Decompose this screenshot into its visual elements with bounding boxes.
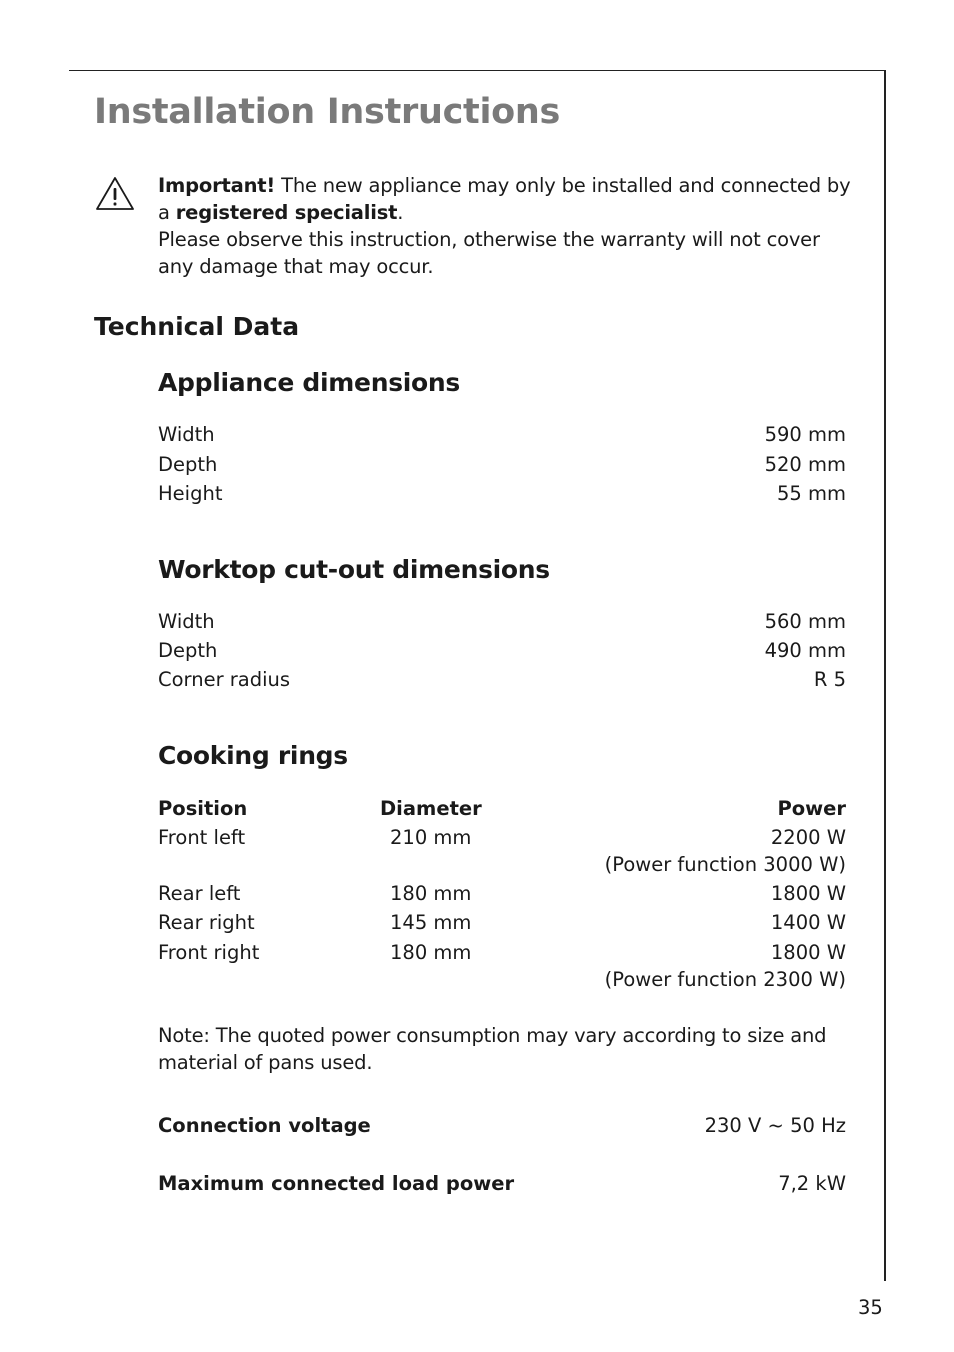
row-label: Height (158, 482, 223, 505)
table-row-extra (158, 966, 846, 994)
ring-diameter: 210 mm (390, 826, 472, 849)
technical-data-title: Technical Data (94, 312, 300, 341)
ring-power-function: (Power function 3000 W) (604, 853, 846, 876)
row-value: 520 mm (764, 453, 846, 476)
important-label: Important! (158, 174, 276, 197)
ring-position: Rear right (158, 911, 255, 934)
worktop-cutout-title: Worktop cut-out dimensions (158, 555, 550, 584)
connection-voltage-label: Connection voltage (158, 1114, 371, 1137)
ring-diameter: 180 mm (390, 941, 472, 964)
max-load-value: 7,2 kW (778, 1172, 846, 1195)
ring-power: 2200 W (770, 826, 846, 849)
header-diameter: Diameter (380, 797, 482, 820)
table-row (158, 909, 846, 937)
ring-diameter: 180 mm (390, 882, 472, 905)
row-value: R 5 (813, 668, 846, 691)
ring-diameter: 145 mm (390, 911, 472, 934)
row-value: 55 mm (776, 482, 846, 505)
right-rule (884, 70, 886, 1281)
table-row (158, 939, 846, 967)
top-rule (69, 70, 886, 71)
table-row-extra (158, 851, 846, 879)
power-note: Note: The quoted power consumption may vary according to size and material of pans used. (158, 1024, 827, 1074)
header-position: Position (158, 797, 248, 820)
row-label: Depth (158, 639, 218, 662)
ring-position: Front left (158, 826, 246, 849)
ring-position: Front right (158, 941, 260, 964)
connection-voltage-row (158, 1112, 846, 1140)
row-label: Depth (158, 453, 218, 476)
dimension-row (158, 666, 846, 694)
table-row (158, 880, 846, 908)
dimension-row (158, 637, 846, 665)
cooking-rings-title: Cooking rings (158, 741, 348, 770)
dimension-row (158, 451, 846, 479)
dimension-row (158, 480, 846, 508)
warranty-text: Please observe this instruction, otherwise the warranty will not cover any damage that may occur. (158, 228, 820, 278)
ring-power: 1800 W (770, 882, 846, 905)
ring-power: 1400 W (770, 911, 846, 934)
row-value: 590 mm (764, 423, 846, 446)
max-load-row (158, 1170, 846, 1198)
row-label: Corner radius (158, 668, 291, 691)
row-label: Width (158, 423, 215, 446)
warning-text (158, 172, 858, 280)
dimension-row (158, 421, 846, 449)
registered-specialist: registered specialist (175, 201, 398, 224)
appliance-dimensions-title: Appliance dimensions (158, 368, 460, 397)
row-label: Width (158, 610, 215, 633)
page-title: Installation Instructions (94, 92, 561, 132)
ring-power-function: (Power function 2300 W) (604, 968, 846, 991)
page-number: 35 (858, 1296, 883, 1319)
header-power: Power (777, 797, 846, 820)
warning-text-part: . (397, 201, 404, 224)
row-value: 490 mm (764, 639, 846, 662)
max-load-label: Maximum connected load power (158, 1172, 515, 1195)
table-row (158, 824, 846, 852)
ring-power: 1800 W (770, 941, 846, 964)
ring-position: Rear left (158, 882, 241, 905)
dimension-row (158, 608, 846, 636)
warning-triangle-icon (94, 175, 136, 213)
row-value: 560 mm (764, 610, 846, 633)
connection-voltage-value: 230 V ~ 50 Hz (704, 1114, 846, 1137)
warning-text-part: The new appliance may only be installed and connected by a (158, 174, 851, 224)
table-header (158, 795, 846, 823)
